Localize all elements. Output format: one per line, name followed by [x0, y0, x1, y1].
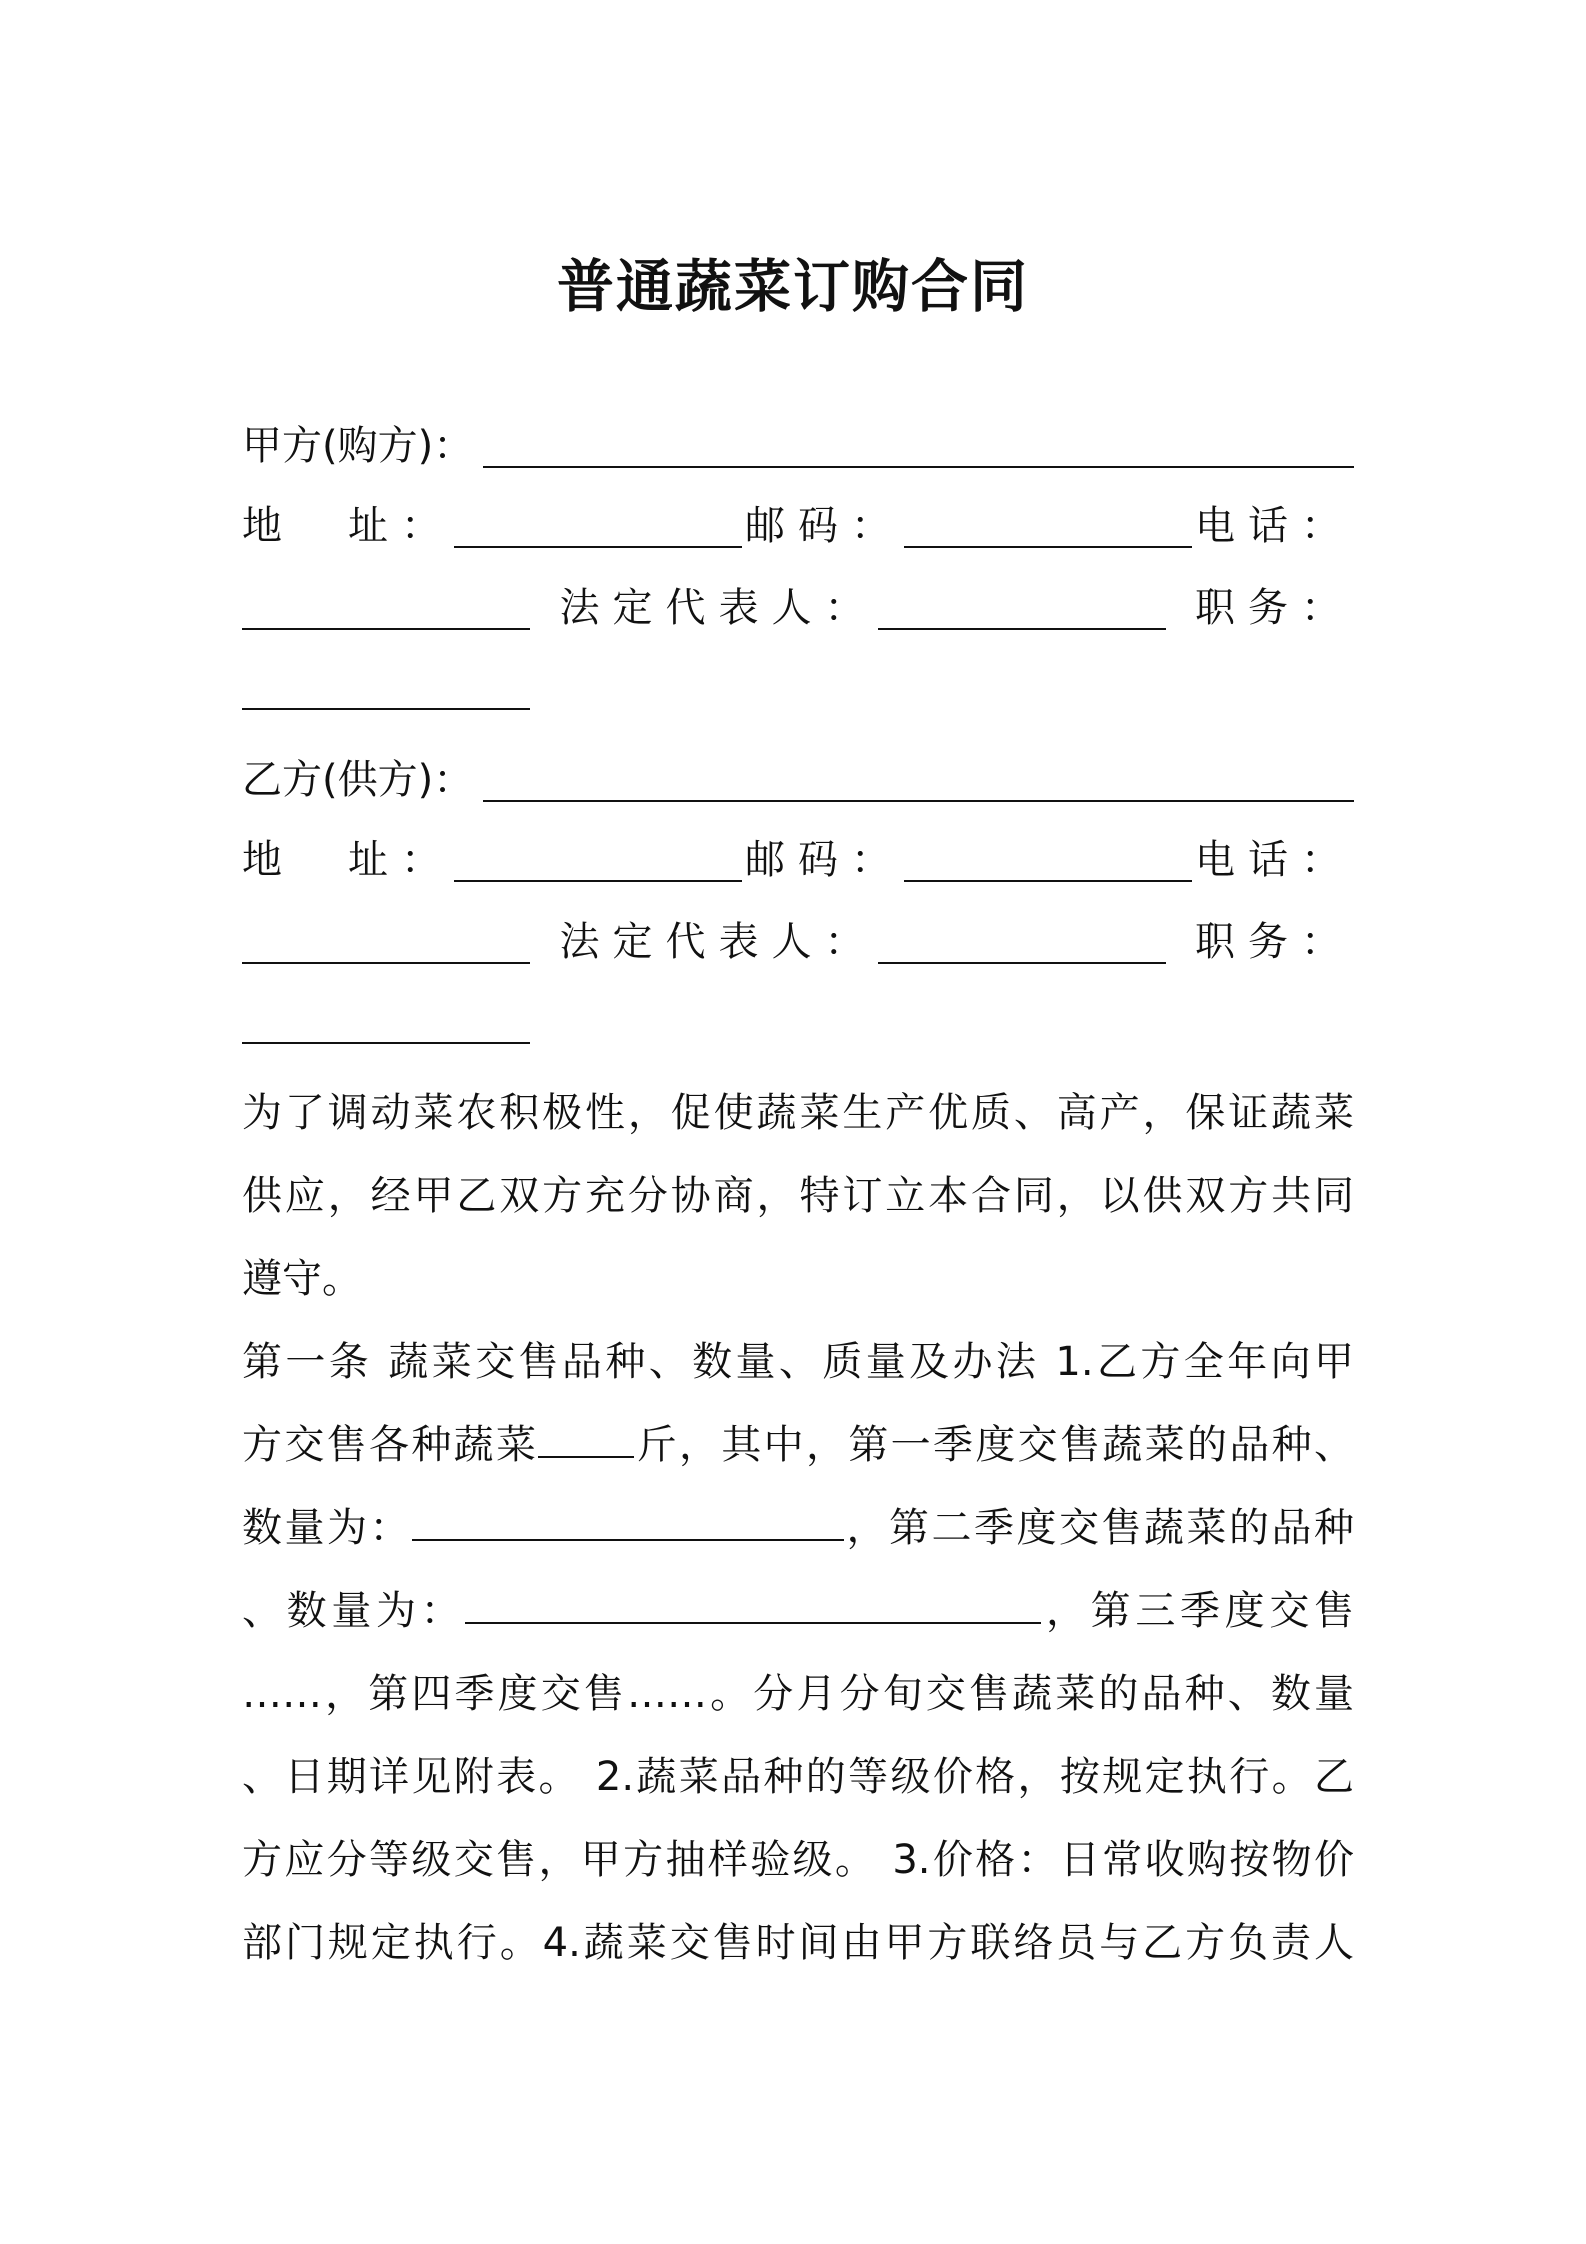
- party-a-address-label: 地 址：: [242, 503, 454, 549]
- party-b-phone-blank: [242, 922, 530, 964]
- party-a-postcode-blank: [904, 506, 1192, 548]
- party-a-phone-label: 电话：: [1195, 503, 1354, 549]
- party-b-legal-rep-blank: [878, 922, 1166, 964]
- party-a-position-blank: [242, 668, 530, 710]
- article-1-text: ，第三季度交售: [1041, 1588, 1354, 1634]
- party-a-position-label: 职务：: [1195, 585, 1354, 631]
- article-1-line: [242, 1487, 1354, 1570]
- article-1-line: 第一条 蔬菜交售品种、数量、质量及办法 1.乙方全年向甲: [242, 1339, 1354, 1385]
- party-b-phone-label: 电话：: [1195, 837, 1354, 883]
- preamble-line: 供应，经甲乙双方充分协商，特订立本合同，以供双方共同: [242, 1173, 1354, 1219]
- party-a-rep-row: [242, 580, 1354, 636]
- party-a-row: [242, 418, 1354, 474]
- party-a-legal-rep-field: [560, 580, 1166, 636]
- article-1-line: 方应分等级交售，甲方抽样验级。 3.价格：日常收购按物价: [242, 1837, 1354, 1883]
- article-1-paragraph: [242, 1321, 1354, 1985]
- article-1-line: ……，第四季度交售……。分月分旬交售蔬菜的品种、数量: [242, 1671, 1354, 1717]
- party-b-label: 乙方(供方)：: [242, 757, 474, 803]
- party-b-address-field: [242, 832, 742, 888]
- article-1-text: 方交售各种蔬菜: [242, 1422, 539, 1468]
- party-b-contact-row: [242, 832, 1354, 888]
- party-b-legal-rep-field: [560, 914, 1166, 970]
- party-a-legal-rep-label: 法定代表人：: [559, 585, 878, 631]
- article-1-text: 斤，其中，第一季度交售蔬菜的品种、: [634, 1422, 1354, 1468]
- q2-varieties-blank: [412, 1505, 844, 1541]
- party-a-postcode-label: 邮码：: [745, 503, 904, 549]
- party-b-postcode-label: 邮码：: [745, 837, 904, 883]
- preamble-paragraph: [242, 1072, 1354, 1321]
- party-a-position-blank-row: [242, 668, 1354, 731]
- quantity-blank: [538, 1422, 634, 1458]
- q3-varieties-blank: [465, 1588, 1041, 1624]
- party-b-row: [242, 752, 1354, 808]
- party-b-postcode-blank: [904, 840, 1192, 882]
- article-1-line: 部门规定执行。4.蔬菜交售时间由甲方联络员与乙方负责人: [242, 1920, 1354, 1966]
- preamble-line: 遵守。: [242, 1256, 362, 1302]
- party-a-address-blank: [454, 506, 742, 548]
- party-b-name-blank: [483, 760, 1354, 802]
- article-1-line: [242, 1404, 1354, 1487]
- party-b-address-blank: [454, 840, 742, 882]
- party-b-position-field: [1195, 914, 1354, 970]
- party-a-legal-rep-blank: [878, 588, 1166, 630]
- party-b-postcode-field: [745, 832, 1192, 888]
- party-a-phone-blank: [242, 588, 530, 630]
- preamble-line: 为了调动菜农积极性，促使蔬菜生产优质、高产，保证蔬菜: [242, 1090, 1354, 1136]
- article-1-text: 、数量为：: [242, 1588, 466, 1634]
- party-a-label: 甲方(购方)：: [242, 423, 474, 469]
- party-b-legal-rep-label: 法定代表人：: [559, 919, 878, 965]
- party-b-rep-row: [242, 914, 1354, 970]
- document-title: 普通蔬菜订购合同: [557, 254, 1029, 320]
- party-a-contact-row: [242, 498, 1354, 554]
- party-b-address-label: 地 址：: [242, 837, 454, 883]
- party-a-phone-field: [1195, 498, 1354, 554]
- article-1-line: 、日期详见附表。 2.蔬菜品种的等级价格，按规定执行。乙: [242, 1754, 1354, 1800]
- party-a-address-field: [242, 498, 742, 554]
- party-a-postcode-field: [745, 498, 1192, 554]
- party-b-position-blank-row: [242, 1002, 1354, 1065]
- party-b-phone-field: [1195, 832, 1354, 888]
- article-1-text: ，第二季度交售蔬菜的品种: [844, 1505, 1354, 1551]
- party-b-position-label: 职务：: [1195, 919, 1354, 965]
- party-a-position-field: [1195, 580, 1354, 636]
- article-1-line: [242, 1570, 1354, 1653]
- party-a-name-blank: [483, 426, 1354, 468]
- party-b-position-blank: [242, 1002, 530, 1044]
- article-1-text: 数量为：: [242, 1505, 412, 1551]
